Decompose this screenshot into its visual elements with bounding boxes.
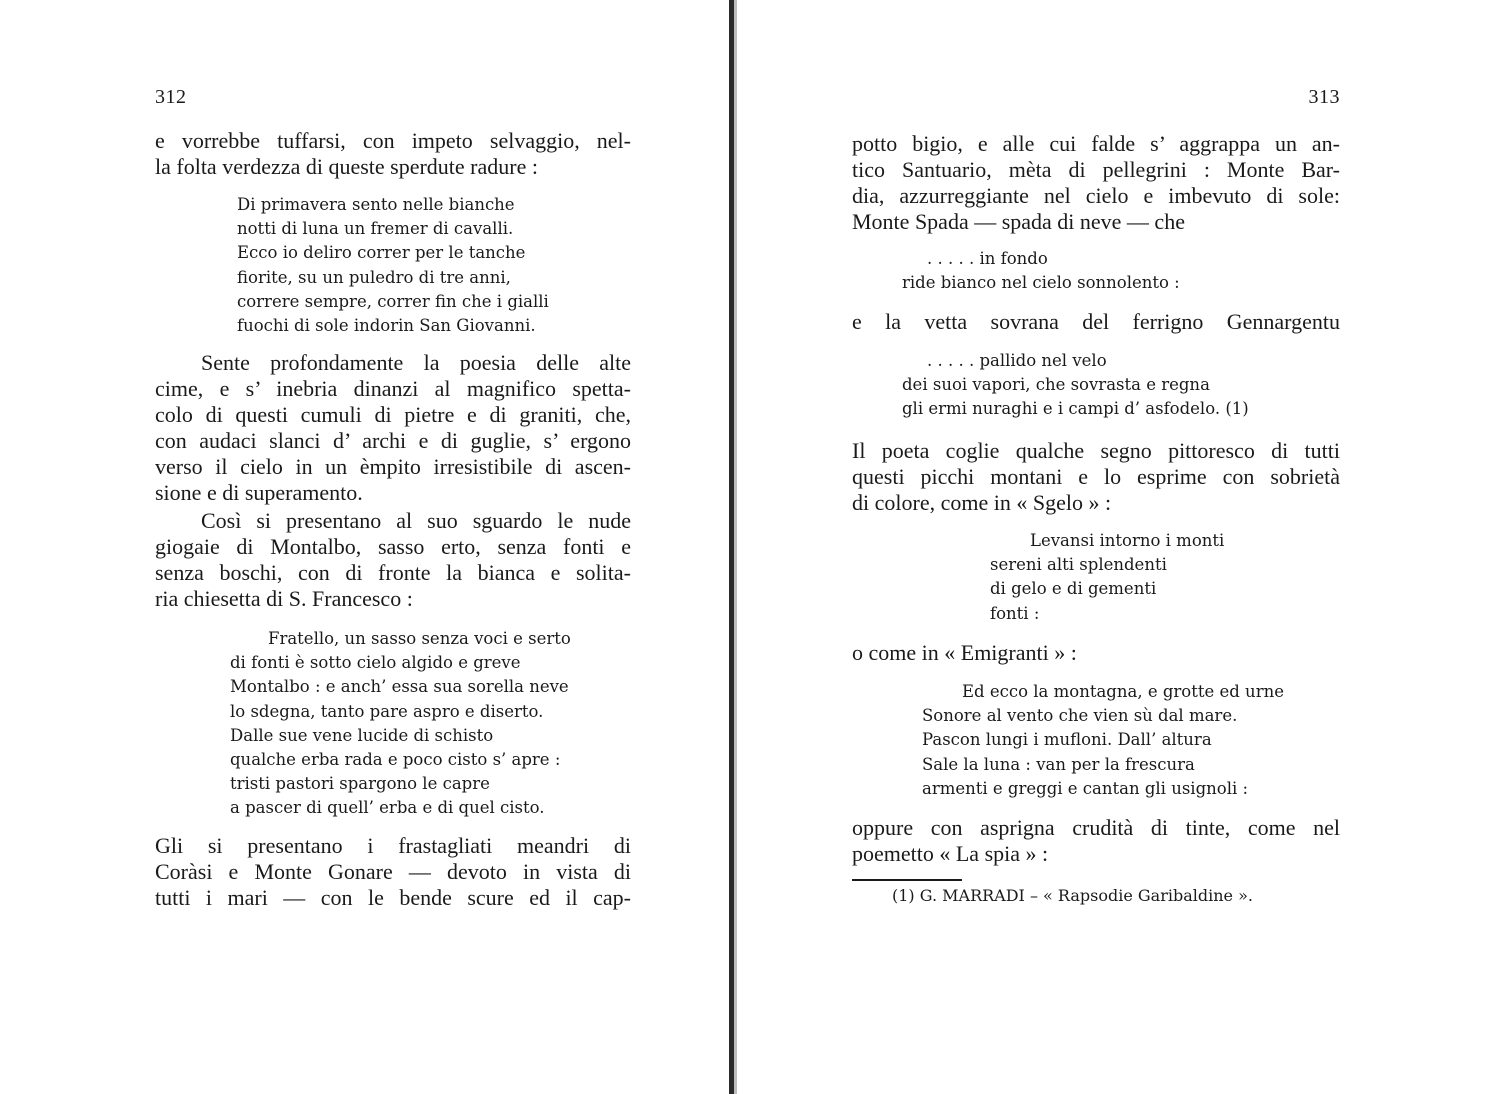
text-line: cime, e s’ inebria dinanzi al magnifico spetta-: [155, 376, 631, 401]
footnote-rule: [852, 879, 962, 881]
verse-line: ride bianco nel cielo sonnolento :: [902, 273, 1180, 293]
page-number-right: 313: [1308, 86, 1340, 108]
verse-line: notti di luna un fremer di cavalli.: [237, 219, 514, 239]
right-paragraph-4: [852, 640, 1340, 666]
text-line: Il poeta coglie qualche segno pittoresco di tutti: [852, 438, 1340, 463]
verse-line: . . . . . in fondo: [927, 249, 1048, 268]
verse-line: Dalle sue vene lucide di schisto: [230, 725, 494, 745]
right-page: [852, 0, 1340, 1094]
verse-line: fuochi di sole indorin San Giovanni.: [237, 315, 536, 335]
verse-line: dei suoi vapori, che sovrasta e regna: [902, 375, 1210, 395]
verse-line: sereni alti splendenti: [990, 555, 1167, 575]
right-paragraph-1: [852, 131, 1340, 235]
left-paragraph-2: [155, 350, 631, 506]
right-verse-3: [990, 529, 1224, 626]
text-line: o come in « Emigranti » :: [852, 640, 1077, 665]
page-number-left: 312: [155, 86, 187, 108]
left-paragraph-1: [155, 128, 631, 180]
right-paragraph-3: [852, 438, 1340, 516]
text-line: verso il cielo in un èmpito irresistibile di ascen-: [155, 454, 631, 479]
text-line: e vorrebbe tuffarsi, con impeto selvaggio, nel-: [155, 128, 631, 153]
left-paragraph-4: [155, 833, 631, 911]
right-verse-1: [902, 247, 1180, 295]
verse-line: tristi pastori spargono le capre: [230, 774, 490, 794]
text-line: e la vetta sovrana del ferrigno Gennargentu: [852, 309, 1340, 334]
right-verse-2: [902, 349, 1249, 422]
verse-line: Pascon lungi i mufloni. Dall’ altura: [922, 730, 1212, 750]
text-line: Monte Spada — spada di neve — che: [852, 209, 1185, 234]
text-line: sione e di superamento.: [155, 480, 363, 505]
right-paragraph-2: [852, 309, 1340, 335]
text-line: questi picchi montani e lo esprime con sobrietà: [852, 464, 1340, 489]
verse-line: Levansi intorno i monti: [1030, 531, 1225, 550]
verse-line: fiorite, su un puledro di tre anni,: [237, 267, 511, 287]
verse-line: qualche erba rada e poco cisto s’ apre :: [230, 749, 561, 769]
text-line: Coràsi e Monte Gonare — devoto in vista di: [155, 859, 631, 884]
verse-line: Fratello, un sasso senza voci e serto: [268, 629, 571, 648]
text-line: Così si presentano al suo sguardo le nude: [201, 508, 631, 533]
verse-line: Ed ecco la montagna, e grotte ed urne: [962, 682, 1284, 701]
verse-line: Ecco io deliro correr per le tanche: [237, 243, 526, 263]
verse-line: di fonti è sotto cielo algido e greve: [230, 653, 521, 673]
verse-line: lo sdegna, tanto pare aspro e diserto.: [230, 701, 544, 721]
footnote: (1) G. MARRADI – « Rapsodie Garibaldine ».: [892, 886, 1253, 905]
verse-line: . . . . . pallido nel velo: [927, 351, 1107, 370]
verse-line: di gelo e di gementi: [990, 579, 1157, 599]
verse-line: Sale la luna : van per la frescura: [922, 754, 1195, 774]
text-line: colo di questi cumuli di pietre e di graniti, che,: [155, 402, 631, 427]
gutter-shadow: [734, 0, 737, 1094]
right-paragraph-5: [852, 815, 1340, 867]
text-line: la folta verdezza di queste sperdute radure :: [155, 154, 538, 179]
text-line: giogaie di Montalbo, sasso erto, senza fonti e: [155, 534, 631, 559]
text-line: Gli si presentano i frastagliati meandri di: [155, 833, 631, 858]
text-line: tico Santuario, mèta di pellegrini : Monte Bar-: [852, 157, 1340, 182]
verse-line: Montalbo : e anch’ essa sua sorella neve: [230, 677, 569, 697]
right-verse-4: [922, 680, 1284, 801]
verse-line: Sonore al vento che vien sù dal mare.: [922, 706, 1238, 726]
text-line: senza boschi, con di fronte la bianca e solita-: [155, 560, 631, 585]
text-line: poemetto « La spia » :: [852, 841, 1049, 866]
verse-line: armenti e greggi e cantan gli usignoli :: [922, 778, 1249, 798]
left-verse-2: [230, 627, 571, 821]
text-line: potto bigio, e alle cui falde s’ aggrappa un an-: [852, 131, 1340, 156]
verse-line: gli ermi nuraghi e i campi d’ asfodelo. (1): [902, 399, 1249, 419]
text-line: dia, azzurreggiante nel cielo e imbevuto di sole:: [852, 183, 1340, 208]
verse-line: fonti :: [990, 603, 1040, 623]
text-line: ria chiesetta di S. Francesco :: [155, 586, 413, 611]
text-line: con audaci slanci d’ archi e di guglie, s’ ergono: [155, 428, 631, 453]
left-page: [155, 0, 631, 1094]
verse-line: correre sempre, correr fin che i gialli: [237, 291, 549, 311]
text-line: Sente profondamente la poesia delle alte: [201, 350, 631, 375]
text-line: tutti i mari — con le bende scure ed il cap-: [155, 885, 631, 910]
verse-line: a pascer di quell’ erba e di quel cisto.: [230, 798, 545, 818]
verse-line: Di primavera sento nelle bianche: [237, 195, 515, 214]
text-line: di colore, come in « Sgelo » :: [852, 490, 1112, 515]
text-line: oppure con asprigna crudità di tinte, come nel: [852, 815, 1340, 840]
left-paragraph-3: [155, 508, 631, 612]
left-verse-1: [237, 193, 549, 338]
